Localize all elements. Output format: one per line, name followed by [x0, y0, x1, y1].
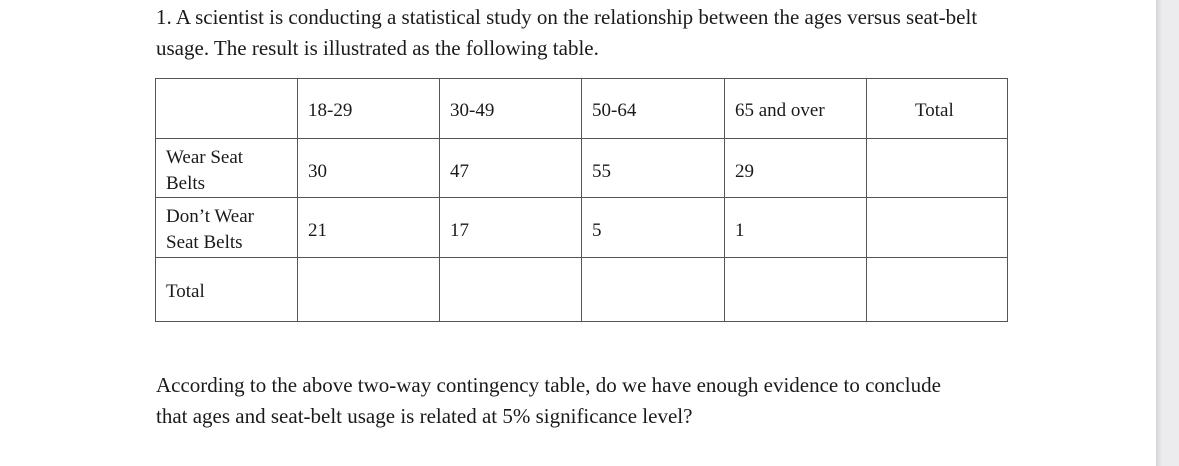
table-cell: 17	[440, 198, 582, 258]
header-cell-total	[867, 79, 1008, 139]
table-cell: 47	[440, 139, 582, 198]
table-header-row	[156, 79, 1008, 139]
table-cell	[582, 258, 725, 322]
table-cell: 55	[582, 139, 725, 198]
table-row	[156, 139, 1008, 198]
header-label: 65 and over	[735, 100, 825, 121]
table-cell: 1	[725, 198, 867, 258]
row-label: Don’t Wear Seat Belts	[166, 206, 254, 253]
header-label: 30-49	[450, 100, 495, 121]
table-cell	[867, 139, 1008, 198]
table-row	[156, 258, 1008, 322]
conclusion-line-1: According to the above two-way contingency table, do we have enough evidence to conclude	[156, 373, 941, 397]
table-cell: 21	[298, 198, 440, 258]
question-text	[156, 2, 1056, 64]
contingency-table	[155, 78, 1008, 322]
table-row	[156, 198, 1008, 258]
header-label: 18-29	[308, 100, 353, 121]
header-cell-30-49	[440, 79, 582, 139]
row-label-cell	[156, 139, 298, 198]
table-cell	[867, 258, 1008, 322]
table-cell	[867, 198, 1008, 258]
conclusion-line-2: that ages and seat-belt usage is related at 5% significance level?	[156, 404, 693, 428]
row-label-cell	[156, 258, 298, 322]
question-line-1: 1. A scientist is conducting a statistical study on the relationship between the ages versus seat-belt	[156, 5, 978, 29]
row-label-cell	[156, 198, 298, 258]
table-cell	[440, 258, 582, 322]
conclusion-question-text	[156, 370, 1056, 432]
table-cell	[298, 258, 440, 322]
header-cell-18-29	[298, 79, 440, 139]
header-cell-65-and-over	[725, 79, 867, 139]
page-edge-shadow	[1156, 0, 1162, 466]
table-cell: 29	[725, 139, 867, 198]
header-corner-cell	[156, 79, 298, 139]
row-label: Wear Seat Belts	[166, 147, 244, 194]
header-label: Total	[915, 100, 954, 121]
question-line-2: usage. The result is illustrated as the following table.	[156, 36, 599, 60]
header-cell-50-64	[582, 79, 725, 139]
table-cell: 30	[298, 139, 440, 198]
row-label: Total	[166, 281, 205, 302]
table-cell: 5	[582, 198, 725, 258]
table-cell	[725, 258, 867, 322]
header-label: 50-64	[592, 100, 637, 121]
